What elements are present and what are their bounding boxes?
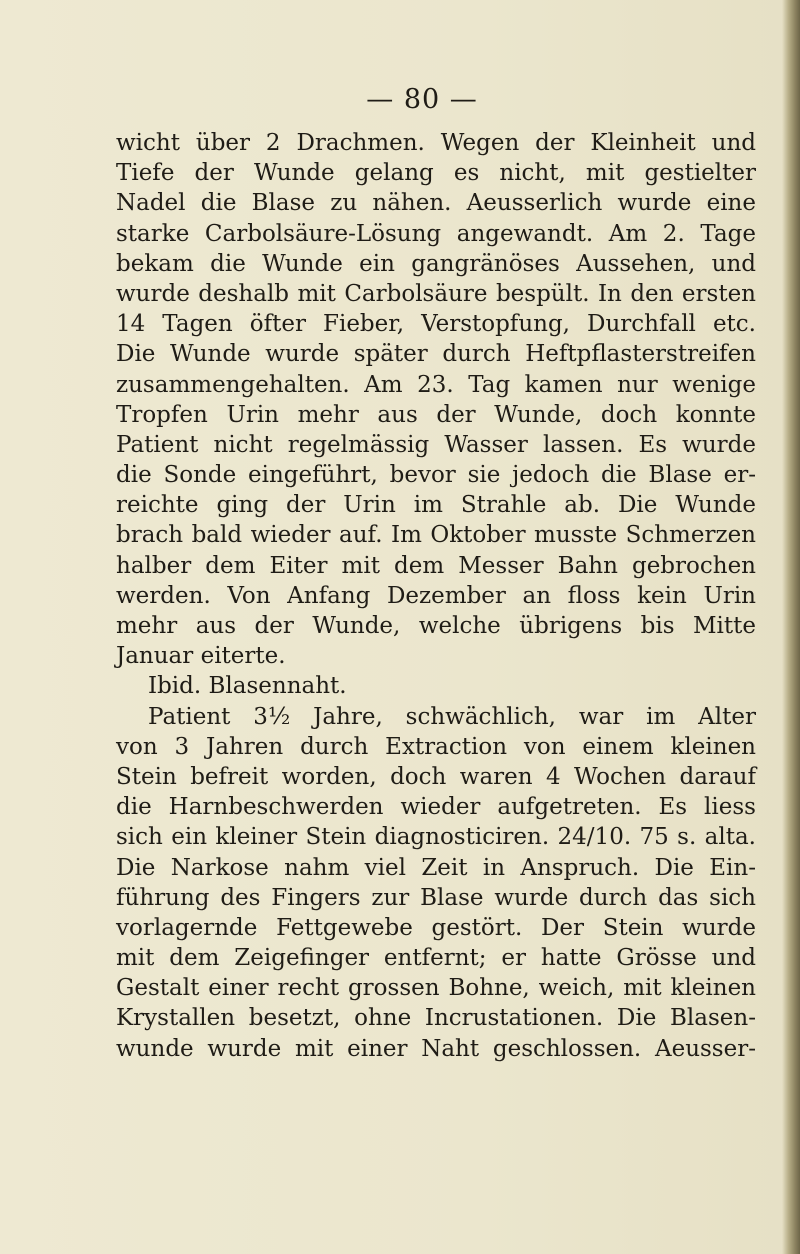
text-line: zusammengehalten. Am 23. Tag kamen nur wenige	[116, 371, 756, 398]
text-line: wunde wurde mit einer Naht geschlossen. Aeusser-	[116, 1035, 756, 1062]
text-line: Patient nicht regelmässig Wasser lassen. Es wurde	[116, 431, 756, 458]
text-line: wurde deshalb mit Carbolsäure bespült. In den ersten	[116, 280, 756, 307]
text-line: wicht über 2 Drachmen. Wegen der Kleinheit und	[116, 130, 756, 156]
text-line: Gestalt einer recht grossen Bohne, weich, mit kleinen	[116, 975, 756, 1002]
text-line: die Harnbeschwerden wieder aufgetreten. Es liess	[116, 794, 756, 821]
text-line: werden. Von Anfang Dezember an floss kein Urin	[116, 582, 756, 609]
text-line: von 3 Jahren durch Extraction von einem kleinen	[116, 733, 756, 760]
text-line: brach bald wieder auf. Im Oktober musste Schmerzen	[116, 522, 756, 549]
text-line: mit dem Zeigefinger entfernt; er hatte Grösse und	[116, 945, 756, 972]
text-line: bekam die Wunde ein gangränöses Aussehen, und	[116, 250, 756, 277]
page-edge-shadow	[782, 0, 800, 1254]
text-line: führung des Fingers zur Blase wurde durch das sich	[116, 884, 756, 911]
text-line: Krystallen besetzt, ohne Incrustationen. Die Blasen-	[116, 1005, 756, 1032]
text-line: Tiefe der Wunde gelang es nicht, mit gestielter	[116, 160, 756, 187]
text-line: die Sonde eingeführt, bevor sie jedoch die Blase er-	[116, 462, 756, 489]
text-line: Stein befreit worden, doch waren 4 Wochen darauf	[116, 763, 756, 790]
text-line: Die Narkose nahm viel Zeit in Anspruch. Die Ein-	[116, 854, 756, 881]
text-line: vorlagernde Fettgewebe gestört. Der Stein wurde	[116, 914, 756, 941]
text-line: halber dem Eiter mit dem Messer Bahn gebrochen	[116, 552, 756, 579]
text-line: reichte ging der Urin im Strahle ab. Die Wunde	[116, 492, 756, 519]
body-text	[116, 128, 756, 1064]
text-line: mehr aus der Wunde, welche übrigens bis Mitte	[116, 613, 756, 639]
text-line: Ibid. Blasennaht.	[148, 673, 347, 700]
text-line: sich ein kleiner Stein diagnosticiren. 24/10. 75 s. alta.	[116, 824, 756, 851]
page-number: — 80 —	[366, 84, 478, 115]
text-line: starke Carbolsäure-Lösung angewandt. Am 2. Tage	[116, 220, 756, 247]
text-line: 14 Tagen öfter Fieber, Verstopfung, Durchfall etc.	[116, 311, 756, 338]
text-line: Patient 3½ Jahre, schwächlich, war im Alter	[148, 703, 756, 730]
text-line: Tropfen Urin mehr aus der Wunde, doch konnte	[116, 401, 756, 428]
text-line: Januar eiterte.	[116, 643, 286, 670]
text-line: Nadel die Blase zu nähen. Aeusserlich wurde eine	[116, 190, 756, 217]
text-line: Die Wunde wurde später durch Heftpflasterstreifen	[116, 341, 756, 368]
